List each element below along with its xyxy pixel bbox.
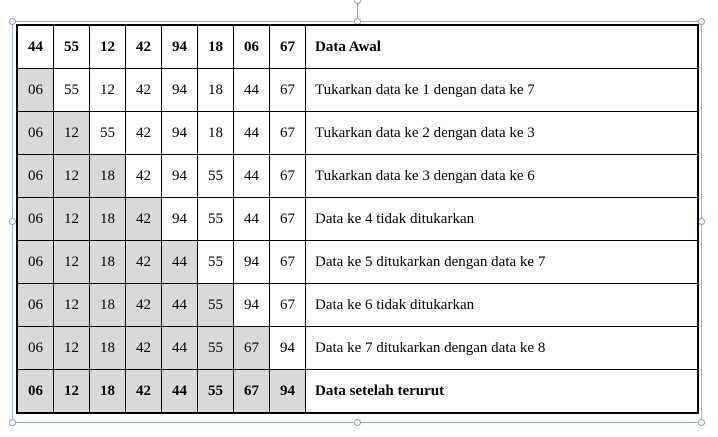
value-cell: 67 — [270, 112, 306, 155]
value-cell: 55 — [198, 241, 234, 284]
value-cell: 67 — [270, 69, 306, 112]
resize-handle-bottom-left[interactable] — [9, 419, 16, 426]
value-cell: 06 — [17, 155, 54, 198]
value-cell: 18 — [90, 370, 126, 414]
value-cell: 67 — [270, 284, 306, 327]
value-cell: 94 — [270, 370, 306, 414]
value-cell: 18 — [198, 25, 234, 69]
value-cell: 55 — [198, 198, 234, 241]
value-cell: 06 — [234, 25, 270, 69]
value-cell: 94 — [162, 69, 198, 112]
table-row — [17, 241, 698, 284]
table-row — [17, 25, 698, 69]
value-cell: 42 — [126, 241, 162, 284]
table-row — [17, 284, 698, 327]
value-cell: 67 — [234, 370, 270, 414]
value-cell: 18 — [198, 112, 234, 155]
value-cell: 12 — [90, 69, 126, 112]
value-cell: 94 — [162, 155, 198, 198]
value-cell: 42 — [126, 25, 162, 69]
value-cell: 18 — [90, 155, 126, 198]
value-cell: 42 — [126, 198, 162, 241]
table-row — [17, 69, 698, 112]
value-cell: 12 — [54, 284, 90, 327]
value-cell: 18 — [90, 198, 126, 241]
value-cell: 12 — [54, 198, 90, 241]
value-cell: 44 — [234, 112, 270, 155]
rotate-handle[interactable] — [354, 0, 361, 4]
value-cell: 12 — [54, 327, 90, 370]
value-cell: 12 — [54, 155, 90, 198]
value-cell: 44 — [162, 370, 198, 414]
value-cell: 18 — [90, 241, 126, 284]
sorting-steps-table — [16, 24, 699, 414]
resize-handle-bottom[interactable] — [354, 419, 361, 426]
value-cell: 44 — [17, 25, 54, 69]
value-cell: 44 — [162, 241, 198, 284]
table-row — [17, 155, 698, 198]
value-cell: 06 — [17, 69, 54, 112]
value-cell: 67 — [270, 198, 306, 241]
value-cell: 94 — [234, 241, 270, 284]
table-row — [17, 198, 698, 241]
value-cell: 67 — [234, 327, 270, 370]
value-cell: 18 — [198, 69, 234, 112]
resize-handle-top-left[interactable] — [9, 18, 16, 25]
value-cell: 18 — [90, 284, 126, 327]
value-cell: 44 — [162, 284, 198, 327]
description-cell: Data ke 5 ditukarkan dengan data ke 7 — [306, 241, 699, 284]
value-cell: 18 — [90, 327, 126, 370]
value-cell: 42 — [126, 155, 162, 198]
value-cell: 06 — [17, 112, 54, 155]
description-cell: Data setelah terurut — [306, 370, 699, 414]
description-cell: Tukarkan data ke 1 dengan data ke 7 — [306, 69, 699, 112]
value-cell: 42 — [126, 69, 162, 112]
value-cell: 67 — [270, 155, 306, 198]
value-cell: 55 — [198, 284, 234, 327]
value-cell: 94 — [270, 327, 306, 370]
table-row — [17, 370, 698, 414]
value-cell: 06 — [17, 327, 54, 370]
value-cell: 42 — [126, 112, 162, 155]
value-cell: 12 — [90, 25, 126, 69]
description-cell: Data Awal — [306, 25, 699, 69]
value-cell: 42 — [126, 284, 162, 327]
value-cell: 06 — [17, 241, 54, 284]
value-cell: 67 — [270, 241, 306, 284]
description-cell: Data ke 7 ditukarkan dengan data ke 8 — [306, 327, 699, 370]
value-cell: 44 — [234, 198, 270, 241]
value-cell: 12 — [54, 370, 90, 414]
value-cell: 06 — [17, 284, 54, 327]
value-cell: 94 — [162, 25, 198, 69]
resize-handle-top-right[interactable] — [698, 18, 705, 25]
value-cell: 06 — [17, 198, 54, 241]
value-cell: 12 — [54, 112, 90, 155]
value-cell: 06 — [17, 370, 54, 414]
value-cell: 55 — [198, 327, 234, 370]
value-cell: 55 — [198, 155, 234, 198]
value-cell: 44 — [234, 69, 270, 112]
value-cell: 44 — [162, 327, 198, 370]
value-cell: 55 — [54, 25, 90, 69]
value-cell: 94 — [162, 112, 198, 155]
description-cell: Tukarkan data ke 3 dengan data ke 6 — [306, 155, 699, 198]
value-cell: 67 — [270, 25, 306, 69]
value-cell: 94 — [162, 198, 198, 241]
resize-handle-right[interactable] — [698, 218, 705, 225]
description-cell: Data ke 6 tidak ditukarkan — [306, 284, 699, 327]
table-row — [17, 112, 698, 155]
value-cell: 12 — [54, 241, 90, 284]
description-cell: Data ke 4 tidak ditukarkan — [306, 198, 699, 241]
resize-handle-bottom-right[interactable] — [698, 419, 705, 426]
value-cell: 44 — [234, 155, 270, 198]
description-cell: Tukarkan data ke 2 dengan data ke 3 — [306, 112, 699, 155]
value-cell: 55 — [198, 370, 234, 414]
value-cell: 55 — [54, 69, 90, 112]
value-cell: 42 — [126, 327, 162, 370]
table-row — [17, 327, 698, 370]
value-cell: 42 — [126, 370, 162, 414]
value-cell: 94 — [234, 284, 270, 327]
resize-handle-left[interactable] — [9, 218, 16, 225]
value-cell: 55 — [90, 112, 126, 155]
